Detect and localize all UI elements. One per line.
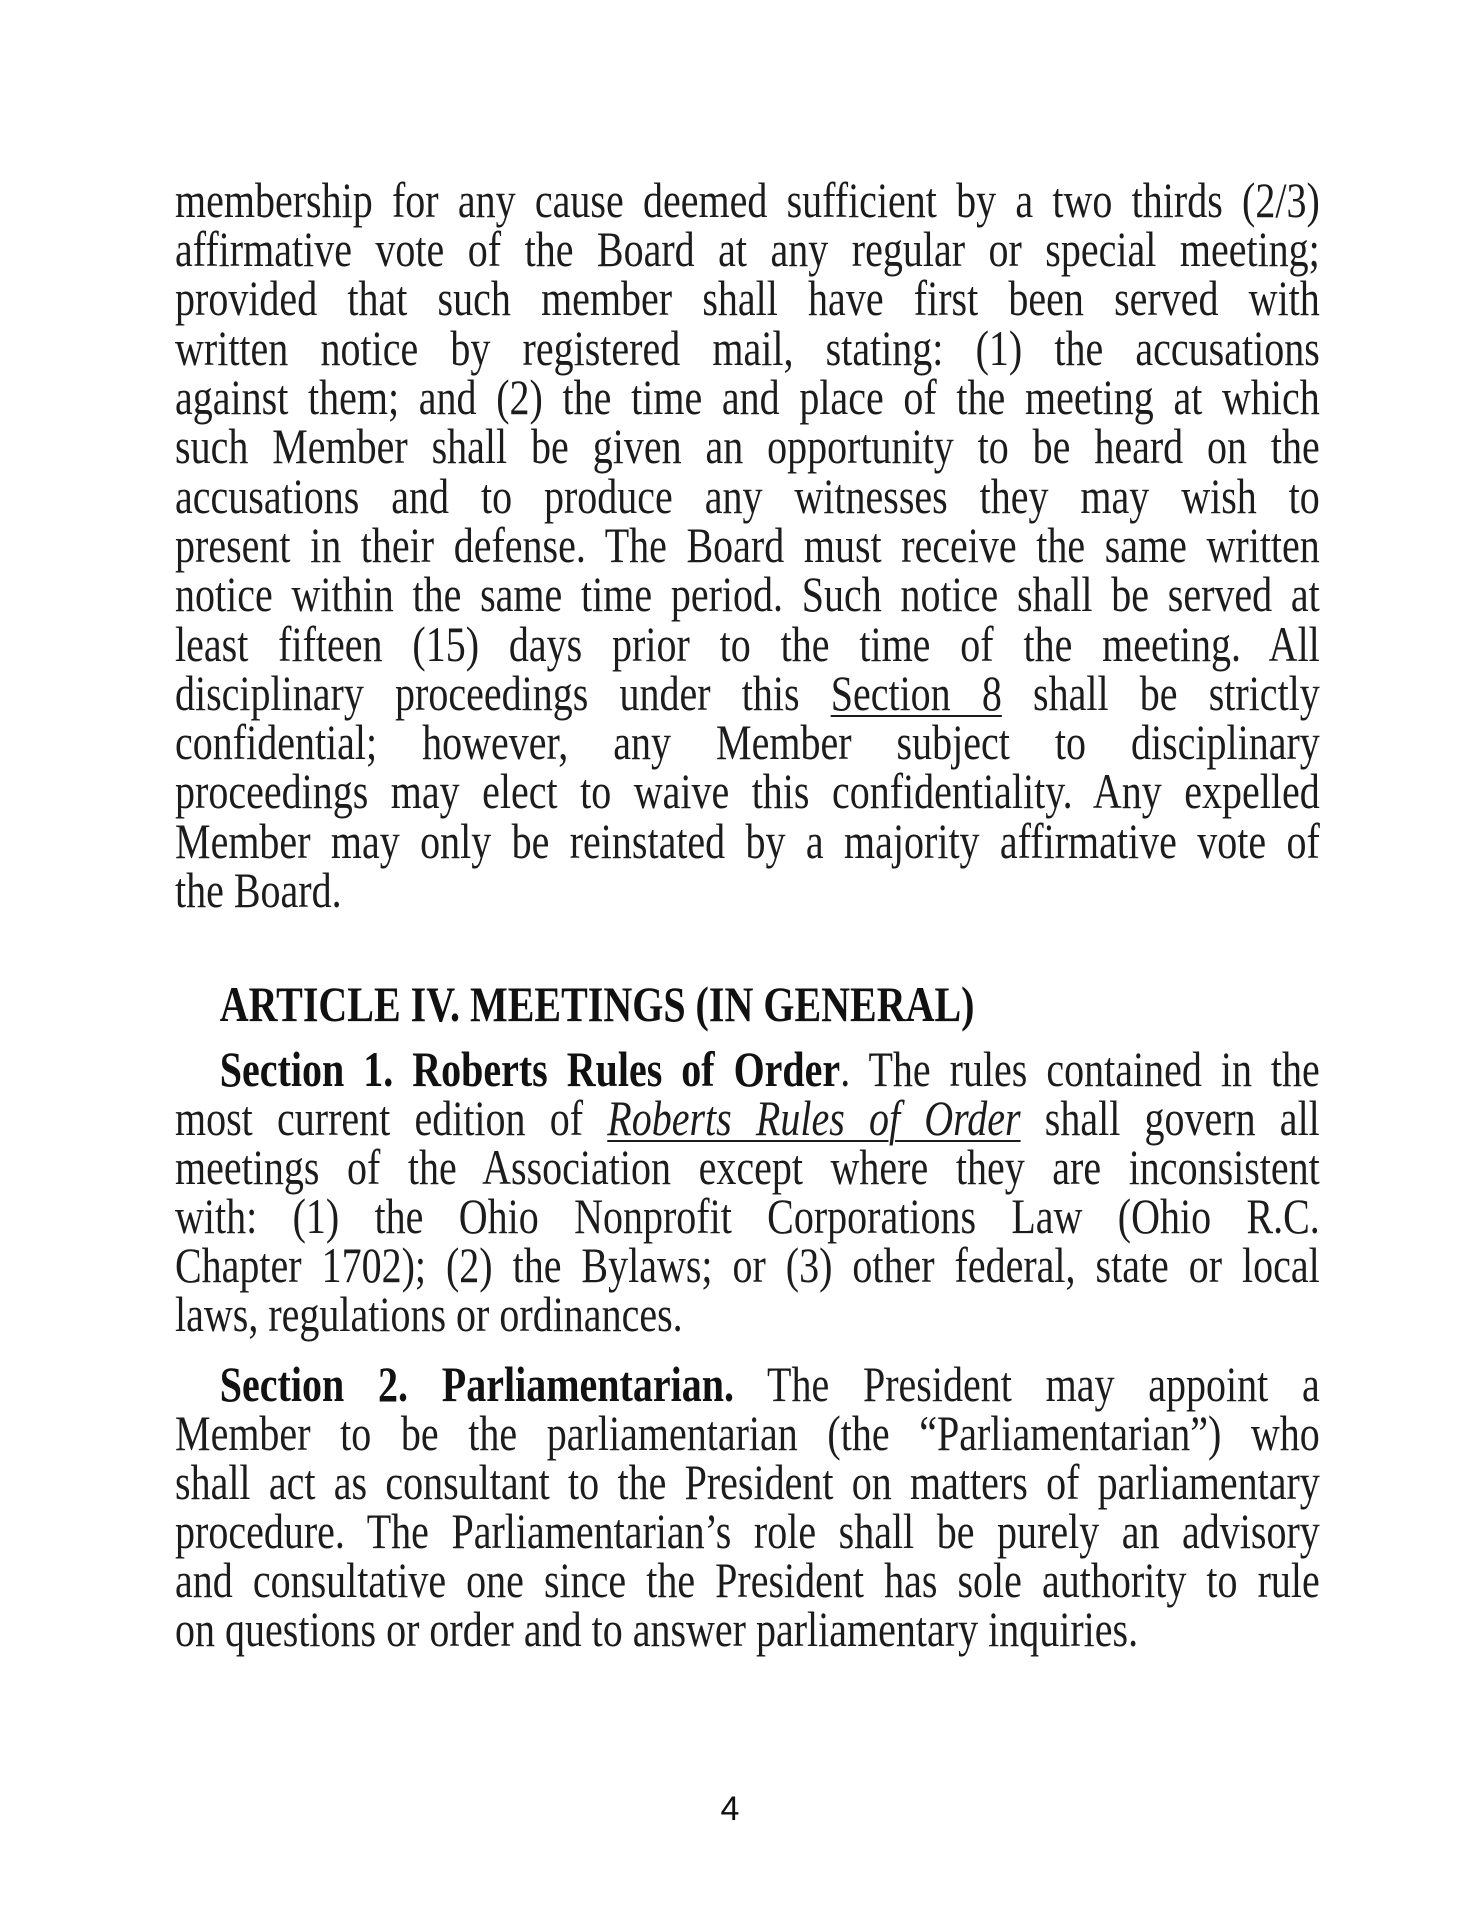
text-line: most current edition of Roberts Rules of Order shall govern all xyxy=(175,1090,1320,1146)
text-line: Section 2. Parliamentarian. The President may appoint a xyxy=(219,1356,1320,1412)
roberts-rules-title: Roberts Rules of Order xyxy=(607,1090,1021,1146)
text-line: proceedings may elect to waive this confidentiality. Any expelled xyxy=(175,763,1320,819)
text-line: shall act as consultant to the President on matters of parliamentary xyxy=(175,1454,1320,1510)
section-8-reference: Section 8 xyxy=(830,665,1002,721)
text-line: the Board. xyxy=(175,862,342,918)
text-line: present in their defense. The Board must receive the same written xyxy=(175,517,1320,573)
section-2-title: Section 2. Parliamentarian. xyxy=(219,1356,734,1412)
text-line: accusations and to produce any witnesses they may wish to xyxy=(175,468,1320,524)
text-line: Member to be the parliamentarian (the “Parliamentarian”) who xyxy=(175,1405,1320,1461)
text-line: such Member shall be given an opportunity to be heard on the xyxy=(175,418,1320,474)
text-line: provided that such member shall have first been served with xyxy=(175,270,1320,326)
text-line: against them; and (2) the time and place of the meeting at which xyxy=(175,369,1320,425)
text-line: affirmative vote of the Board at any regular or special meeting; xyxy=(175,221,1320,277)
text-line: and consultative one since the President has sole authority to rule xyxy=(175,1552,1320,1608)
text-line: Section 1. Roberts Rules of Order. The rules contained in the xyxy=(219,1041,1320,1097)
text-line: confidential; however, any Member subject to disciplinary xyxy=(175,714,1320,770)
text-line: on questions or order and to answer parliamentary inquiries. xyxy=(175,1601,1139,1657)
text-line: disciplinary proceedings under this Section 8 shall be strictly xyxy=(175,665,1320,721)
section-1-title: Section 1. Roberts Rules of Order xyxy=(219,1041,841,1097)
text-line: membership for any cause deemed sufficient by a two thirds (2/3) xyxy=(175,172,1320,228)
text-line: least fifteen (15) days prior to the time of the meeting. All xyxy=(175,616,1320,672)
article-heading: ARTICLE IV. MEETINGS (IN GENERAL) xyxy=(219,976,975,1032)
text-line: laws, regulations or ordinances. xyxy=(175,1286,683,1342)
text-line: notice within the same time period. Such notice shall be served at xyxy=(175,566,1320,622)
text-line: Chapter 1702); (2) the Bylaws; or (3) other federal, state or local xyxy=(175,1237,1320,1293)
text-line: Member may only be reinstated by a majority affirmative vote of xyxy=(175,813,1320,869)
text-line: procedure. The Parliamentarian’s role shall be purely an advisory xyxy=(175,1503,1320,1559)
page-number: 4 xyxy=(720,1790,740,1828)
text-line: written notice by registered mail, stating: (1) the accusations xyxy=(175,320,1320,376)
text-line: meetings of the Association except where they are inconsistent xyxy=(175,1139,1320,1195)
text-line: with: (1) the Ohio Nonprofit Corporations Law (Ohio R.C. xyxy=(175,1188,1320,1244)
